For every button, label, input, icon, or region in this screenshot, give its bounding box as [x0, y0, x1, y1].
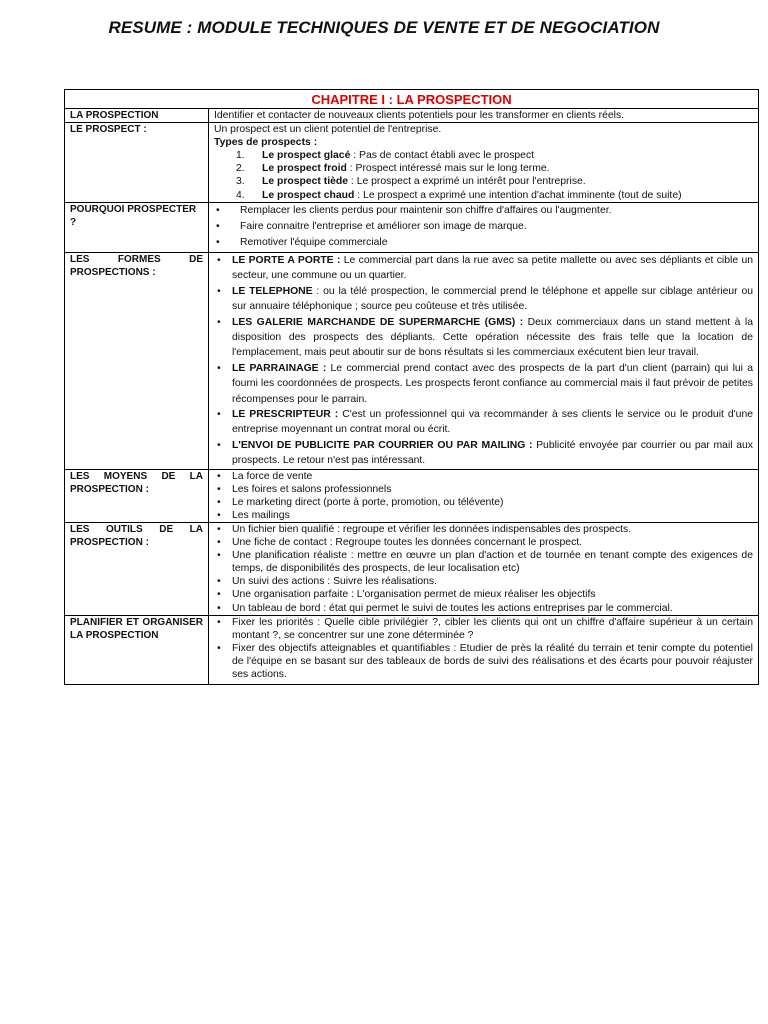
prospect-types-title: Types de prospects :	[214, 137, 318, 149]
document-title: RESUME : MODULE TECHNIQUES DE VENTE ET DE NEGOCIATION	[108, 18, 660, 37]
list-item: • LE PRESCRIPTEUR : C'est un professionnel qui va recommander à ses clients le service ou le produit d'une entreprise moyennant un contrat moral ou écrit.	[214, 407, 753, 438]
table-row	[65, 109, 759, 123]
row-content-formes	[209, 252, 759, 469]
list-item: • Les mailings	[214, 509, 753, 522]
row-content-pourquoi	[209, 202, 759, 252]
row-label-planifier: PLANIFIER ET ORGANISER LA PROSPECTION	[65, 615, 209, 684]
table-row	[65, 615, 759, 684]
list-item: • Faire connaitre l'entreprise et améliorer son image de marque.	[214, 220, 753, 233]
list-item: 3. Le prospect tiède : Le prospect a exprimé un intérêt pour l'entreprise.	[236, 176, 586, 188]
list-item: • Un tableau de bord : état qui permet le suivi de toutes les actions entreprises par le commercial.	[214, 602, 753, 615]
chapter-title: CHAPITRE I : LA PROSPECTION	[65, 90, 759, 109]
list-item: • Le marketing direct (porte à porte, promotion, ou télévente)	[214, 496, 753, 509]
row-label-outils: LES OUTILS DE LA PROSPECTION :	[65, 523, 209, 616]
outils-list	[214, 523, 753, 615]
list-item: • Les foires et salons professionnels	[214, 483, 753, 496]
summary-table	[64, 89, 759, 685]
list-item: • L'ENVOI DE PUBLICITE PAR COURRIER OU PAR MAILING : Publicité envoyée par courrier ou par mail aux prospects. Le retour n'est pas intéressant.	[214, 438, 753, 469]
list-item: • Fixer les priorités : Quelle cible privilégier ?, cibler les clients qui ont un chiffre d'affaire supérieur à un certain montant ?, se concentrer sur une zone déterminée ?	[214, 616, 753, 642]
row-content-planifier	[209, 615, 759, 684]
moyens-list	[214, 470, 753, 522]
list-item: • Remotiver l'équipe commerciale	[214, 236, 753, 249]
row-label-formes: LES FORMES DE PROSPECTIONS :	[65, 252, 209, 469]
row-label-pourquoi: POURQUOI PROSPECTER ?	[65, 202, 209, 252]
list-item: 1. Le prospect glacé : Pas de contact établi avec le prospect	[236, 150, 535, 162]
list-item: • LE PORTE A PORTE : Le commercial part dans la rue avec sa petite mallette ou avec ses dépliants et cible un secteur, une commune ou un quartier.	[214, 253, 753, 284]
row-content-outils	[209, 523, 759, 616]
list-item: 4. Le prospect chaud : Le prospect a exprimé une intention d'achat imminente (tout de suite)	[236, 189, 682, 201]
prospect-definition: Un prospect est un client potentiel de l'entreprise.	[214, 124, 442, 136]
formes-list	[214, 253, 753, 469]
table-row	[65, 202, 759, 252]
list-item: • LE PARRAINAGE : Le commercial prend contact avec des prospects de la part d'un client (parrain) qui lui a fourni les coordonnées de prospects. Les prospects feront confiance au commercial mais il faut prévoir de petites récompenses pour le parrain.	[214, 361, 753, 407]
prospect-types-list	[214, 149, 753, 201]
list-item: • Remplacer les clients perdus pour maintenir son chiffre d'affaires ou l'augmenter.	[214, 204, 753, 217]
list-item: • La force de vente	[214, 470, 753, 483]
pourquoi-list	[214, 204, 753, 249]
list-item: • Un fichier bien qualifié : regroupe et vérifier les données indispensables des prospects.	[214, 523, 753, 536]
table-row	[65, 523, 759, 616]
list-item: • Fixer des objectifs atteignables et quantifiables : Etudier de près la réalité du terrain et tenir compte du potentiel de l'équipe en se basant sur des tableaux de bords de suivi des réalisations et des écarts pour pouvoir réajuster ses actions.	[214, 642, 753, 681]
row-label-prospect: LE PROSPECT :	[65, 123, 209, 203]
row-label-moyens: LES MOYENS DE LA PROSPECTION :	[65, 469, 209, 522]
list-item: 2. Le prospect froid : Prospect intéressé mais sur le long terme.	[236, 163, 550, 175]
row-content-prospect	[209, 123, 759, 203]
row-content-prospection: Identifier et contacter de nouveaux clients potentiels pour les transformer en clients réels.	[209, 109, 759, 123]
list-item: • Une organisation parfaite : L'organisation permet de mieux réaliser les objectifs	[214, 588, 753, 601]
list-item: • Une fiche de contact : Regroupe toutes les données concernant le prospect.	[214, 536, 753, 549]
row-content-moyens	[209, 469, 759, 522]
list-item: • Une planification réaliste : mettre en œuvre un plan d'action et de tournée en tenant compte des exigences de temps, de disponibilités des prospects, de leur localisation etc)	[214, 549, 753, 575]
list-item: • LE TELEPHONE : ou la télé prospection, le commercial prend le téléphone et appelle sur ciblage antérieur ou sur annuaire téléphonique ; source peu coûteuse et très utilisée.	[214, 284, 753, 315]
planifier-list	[214, 616, 753, 681]
table-row	[65, 469, 759, 522]
chapter-header-row	[65, 90, 759, 109]
list-item: • Un suivi des actions : Suivre les réalisations.	[214, 575, 753, 588]
list-item: • LES GALERIE MARCHANDE DE SUPERMARCHE (GMS) : Deux commerciaux dans un stand mettent à la disposition des prospects des dépliants. Cette opération nécessite des frais telle que la location de l'emplacement, mais peut aboutir sur de bons résultats si les commerciaux exécutent bien leur travail.	[214, 315, 753, 361]
table-row	[65, 252, 759, 469]
table-row	[65, 123, 759, 203]
row-label-prospection: LA PROSPECTION	[65, 109, 209, 123]
